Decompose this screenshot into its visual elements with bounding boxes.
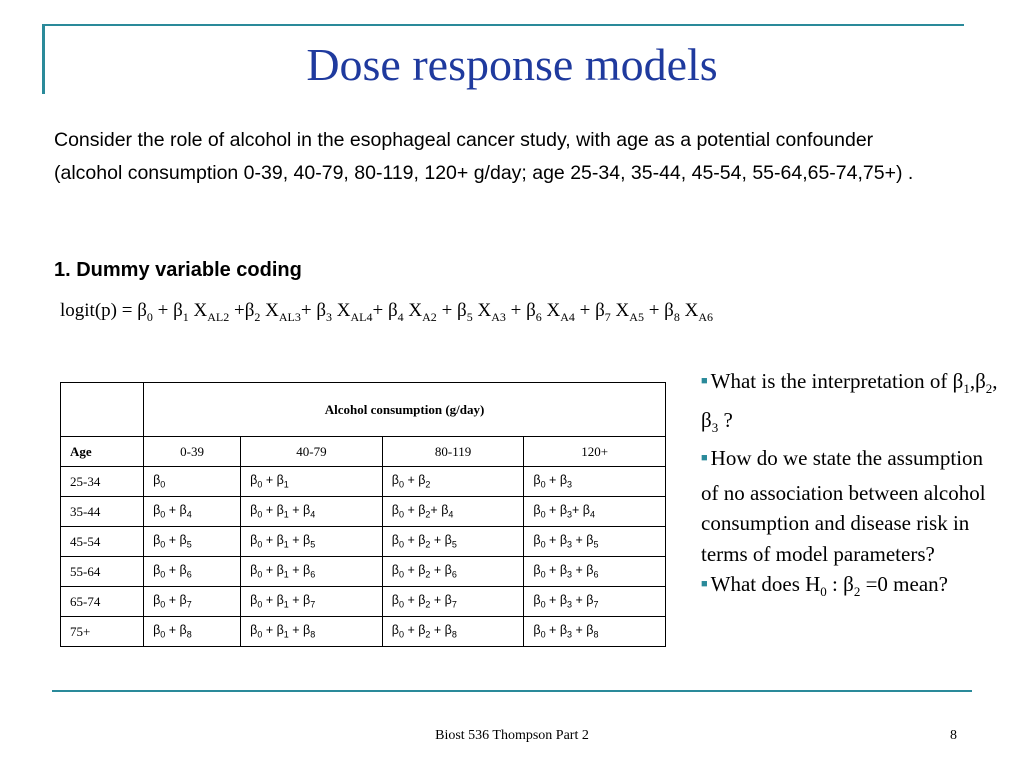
beta-text: β: [533, 473, 541, 488]
beta-text: β: [153, 563, 161, 578]
formula-term-subscript: AL2: [207, 309, 230, 324]
page-number: 8: [950, 728, 957, 743]
age-cell: 25-34: [61, 467, 144, 497]
top-divider-line: [42, 24, 964, 26]
beta-subscript: 0: [398, 479, 404, 490]
beta-text: β: [391, 563, 399, 578]
coefficient-cell: [382, 467, 524, 497]
coefficient-cell: [241, 497, 383, 527]
column-header: 40-79: [241, 437, 383, 467]
beta-subscript: 2: [425, 599, 431, 610]
section-heading: 1. Dummy variable coding: [54, 259, 302, 281]
beta-subscript: 6: [593, 569, 599, 580]
coefficient-cell: [241, 617, 383, 647]
beta-text: + β: [572, 533, 594, 548]
table-row: [61, 497, 666, 527]
coefficient-cell: [524, 527, 666, 557]
beta-subscript: 0: [540, 599, 546, 610]
question-item: [701, 443, 1001, 569]
beta-subscript: 5: [451, 539, 457, 550]
beta-text: + β: [403, 533, 426, 548]
beta-text: β: [250, 623, 258, 638]
beta-text: + β: [403, 593, 426, 608]
footer-text: Biost 536 Thompson Part 2: [435, 728, 589, 743]
coefficient-cell: [382, 527, 524, 557]
formula-term-text: + β: [372, 300, 398, 321]
beta-subscript: 4: [448, 509, 454, 520]
formula-term-text: X: [260, 300, 279, 321]
question-subscript: 2: [853, 584, 861, 600]
beta-text: + β: [545, 533, 568, 548]
beta-text: β: [533, 533, 541, 548]
formula-term-subscript: 2: [254, 309, 261, 324]
beta-text: + β: [262, 473, 284, 488]
beta-text: β: [391, 623, 399, 638]
slide-title: Dose response models: [306, 39, 718, 90]
beta-subscript: 8: [451, 629, 457, 640]
coefficient-cell: [524, 617, 666, 647]
formula-term-text: X: [332, 300, 351, 321]
beta-subscript: 1: [283, 539, 289, 550]
beta-text: + β: [262, 533, 284, 548]
question-subscript: 2: [985, 381, 993, 397]
beta-subscript: 0: [160, 629, 166, 640]
beta-subscript: 4: [590, 509, 596, 520]
age-cell: 35-44: [61, 497, 144, 527]
beta-subscript: 2: [425, 479, 431, 490]
beta-text: β: [533, 623, 541, 638]
beta-text: + β: [545, 593, 568, 608]
square-bullet-icon: ■: [701, 578, 708, 591]
group-header: Alcohol consumption (g/day): [144, 383, 666, 437]
square-bullet-icon: ■: [701, 375, 708, 387]
formula-term-text: + β: [152, 300, 183, 321]
beta-text: β: [153, 533, 161, 548]
beta-text: β: [250, 533, 258, 548]
beta-subscript: 0: [540, 539, 546, 550]
beta-text: + β: [572, 503, 590, 518]
beta-subscript: 1: [283, 509, 289, 520]
formula-term-text: X: [403, 300, 423, 321]
beta-text: + β: [165, 623, 187, 638]
beta-subscript: 0: [540, 629, 546, 640]
beta-text: β: [153, 623, 161, 638]
beta-text: + β: [572, 563, 594, 578]
beta-subscript: 3: [567, 599, 573, 610]
age-cell: 45-54: [61, 527, 144, 557]
coefficient-cell: [144, 557, 241, 587]
beta-subscript: 0: [398, 599, 404, 610]
question-subscript: 3: [711, 419, 719, 435]
coefficient-cell: [241, 527, 383, 557]
age-column-header: Age: [61, 437, 144, 467]
beta-subscript: 0: [257, 509, 263, 520]
beta-subscript: 2: [425, 629, 431, 640]
beta-text: β: [250, 563, 258, 578]
formula-rhs: [137, 300, 713, 324]
beta-subscript: 2: [425, 539, 431, 550]
beta-subscript: 1: [283, 479, 289, 490]
beta-subscript: 0: [257, 539, 263, 550]
beta-text: + β: [165, 563, 187, 578]
beta-text: + β: [403, 623, 426, 638]
column-header: 80-119: [382, 437, 524, 467]
formula-term-subscript: 8: [673, 309, 680, 324]
formula-term-subscript: 0: [146, 309, 153, 324]
beta-subscript: 3: [567, 629, 573, 640]
beta-subscript: 6: [451, 569, 457, 580]
beta-text: + β: [403, 503, 426, 518]
formula-term-subscript: 6: [535, 309, 542, 324]
beta-subscript: 0: [398, 539, 404, 550]
formula-lhs: logit(p) =: [60, 300, 138, 321]
beta-text: β: [533, 503, 541, 518]
formula-term-text: + β: [574, 300, 605, 321]
beta-subscript: 5: [186, 539, 192, 550]
coefficient-cell: [524, 587, 666, 617]
beta-subscript: 0: [398, 629, 404, 640]
beta-text: + β: [288, 533, 311, 548]
beta-text: + β: [572, 623, 594, 638]
formula-term-text: X: [472, 300, 492, 321]
question-text: =0 mean?: [860, 572, 948, 597]
beta-text: β: [153, 503, 161, 518]
age-cell: 75+: [61, 617, 144, 647]
corner-cell: [61, 383, 144, 437]
beta-subscript: 0: [160, 509, 166, 520]
question-text: ,β: [969, 369, 986, 393]
beta-text: β: [153, 593, 161, 608]
intro-paragraph: Consider the role of alcohol in the esophageal cancer study, with age as a potential confounder (alcohol consumption 0-39, 40-79, 80-119, 120+ g/day; age 25-34, 35-44, 45-54, 55-64,65-74,75+) .: [54, 129, 914, 184]
question-text: , β: [701, 369, 998, 432]
beta-text: β: [250, 503, 258, 518]
beta-subscript: 6: [186, 569, 192, 580]
formula-term-text: +β: [229, 300, 255, 321]
question-text: ?: [718, 407, 733, 432]
question-text: What is the interpretation of β: [710, 369, 964, 393]
beta-subscript: 0: [160, 599, 166, 610]
beta-text: + β: [545, 503, 568, 518]
beta-subscript: 5: [593, 539, 599, 550]
beta-text: + β: [262, 593, 284, 608]
beta-text: + β: [430, 563, 452, 578]
beta-text: β: [250, 593, 258, 608]
formula-term-subscript: A2: [422, 309, 437, 324]
beta-subscript: 8: [186, 629, 192, 640]
beta-subscript: 3: [567, 479, 573, 490]
question-list: [701, 366, 1001, 608]
beta-subscript: 4: [310, 509, 316, 520]
beta-subscript: 3: [567, 509, 573, 520]
beta-subscript: 7: [310, 599, 316, 610]
beta-text: + β: [572, 593, 594, 608]
beta-text: β: [533, 593, 541, 608]
coefficient-cell: [524, 497, 666, 527]
beta-subscript: 0: [257, 479, 263, 490]
beta-text: + β: [165, 503, 187, 518]
beta-subscript: 8: [310, 629, 316, 640]
question-item: [701, 366, 1001, 443]
coefficient-cell: [144, 467, 241, 497]
formula-term-text: X: [679, 300, 699, 321]
coefficient-cell: [382, 497, 524, 527]
beta-subscript: 1: [283, 629, 289, 640]
coefficient-cell: [241, 557, 383, 587]
table-row: [61, 557, 666, 587]
coefficient-cell: [382, 587, 524, 617]
formula-term-text: + β: [505, 300, 536, 321]
beta-text: β: [391, 503, 399, 518]
beta-subscript: 0: [540, 479, 546, 490]
beta-text: β: [250, 473, 258, 488]
beta-subscript: 0: [160, 479, 166, 490]
formula-term-text: X: [610, 300, 630, 321]
column-header: 0-39: [144, 437, 241, 467]
coefficient-cell: [382, 557, 524, 587]
beta-subscript: 2: [425, 569, 431, 580]
coefficient-cell: [241, 587, 383, 617]
question-item: [701, 569, 1001, 608]
formula-term-subscript: 5: [466, 309, 473, 324]
question-text: What does H: [710, 572, 821, 597]
question-subscript: 1: [963, 381, 970, 397]
beta-text: β: [153, 473, 161, 488]
formula-term-text: X: [541, 300, 561, 321]
beta-text: + β: [288, 503, 311, 518]
beta-text: + β: [430, 593, 452, 608]
beta-subscript: 3: [567, 569, 573, 580]
beta-subscript: 3: [567, 539, 573, 550]
beta-text: + β: [262, 503, 284, 518]
beta-subscript: 0: [398, 569, 404, 580]
age-cell: 55-64: [61, 557, 144, 587]
beta-subscript: 0: [540, 509, 546, 520]
coefficient-cell: [144, 587, 241, 617]
formula-term-subscript: AL3: [278, 309, 301, 324]
beta-subscript: 2: [425, 509, 431, 520]
beta-subscript: 7: [451, 599, 457, 610]
beta-text: β: [391, 473, 399, 488]
formula-term-subscript: AL4: [350, 309, 373, 324]
formula-term-subscript: A3: [491, 309, 506, 324]
bottom-divider-line: [52, 690, 972, 692]
beta-text: + β: [545, 623, 568, 638]
age-cell: 65-74: [61, 587, 144, 617]
beta-text: β: [391, 593, 399, 608]
beta-subscript: 0: [398, 509, 404, 520]
beta-subscript: 0: [540, 569, 546, 580]
question-text: : β: [826, 572, 854, 597]
beta-text: + β: [262, 563, 284, 578]
table-row: [61, 527, 666, 557]
question-text: How do we state the assumption of no association between alcohol consumption and disease risk in terms of model parameters?: [701, 446, 986, 566]
formula-term-subscript: A5: [629, 309, 644, 324]
beta-text: + β: [165, 593, 187, 608]
beta-subscript: 0: [257, 569, 263, 580]
beta-text: β: [533, 563, 541, 578]
beta-subscript: 8: [593, 629, 599, 640]
beta-subscript: 1: [283, 599, 289, 610]
question-subscript: 0: [820, 584, 827, 600]
beta-subscript: 0: [160, 539, 166, 550]
formula-term-subscript: 1: [182, 309, 189, 324]
beta-text: + β: [165, 533, 187, 548]
table-header-row: [61, 383, 666, 437]
formula-term-subscript: 7: [604, 309, 611, 324]
table-row: [61, 467, 666, 497]
formula-term-subscript: A4: [560, 309, 575, 324]
beta-subscript: 4: [186, 509, 192, 520]
formula-term-text: + β: [436, 300, 467, 321]
beta-subscript: 1: [283, 569, 289, 580]
beta-text: + β: [545, 473, 568, 488]
beta-text: + β: [403, 473, 426, 488]
beta-text: + β: [545, 563, 568, 578]
coefficient-cell: [144, 497, 241, 527]
table-row: [61, 587, 666, 617]
beta-subscript: 0: [257, 599, 263, 610]
beta-text: + β: [288, 623, 311, 638]
beta-text: + β: [403, 563, 426, 578]
coefficient-cell: [241, 467, 383, 497]
beta-text: + β: [262, 623, 284, 638]
beta-subscript: 0: [160, 569, 166, 580]
formula-term-text: X: [188, 300, 208, 321]
beta-subscript: 6: [310, 569, 316, 580]
coefficient-cell: [382, 617, 524, 647]
column-header-row: [61, 437, 666, 467]
coefficient-cell: [524, 467, 666, 497]
beta-subscript: 7: [186, 599, 192, 610]
square-bullet-icon: ■: [701, 452, 708, 465]
formula-term-subscript: A6: [698, 309, 713, 324]
coefficient-cell: [144, 617, 241, 647]
beta-text: β: [391, 533, 399, 548]
beta-text: + β: [430, 533, 452, 548]
column-header: 120+: [524, 437, 666, 467]
formula-term-text: β: [137, 300, 147, 321]
coefficient-table: [60, 382, 666, 647]
formula-term-subscript: 3: [326, 309, 333, 324]
logit-formula: [60, 300, 713, 325]
beta-text: + β: [288, 563, 311, 578]
beta-text: + β: [430, 503, 449, 518]
beta-subscript: 0: [257, 629, 263, 640]
beta-text: + β: [288, 593, 311, 608]
formula-term-text: + β: [643, 300, 674, 321]
formula-term-text: + β: [300, 300, 327, 321]
table-row: [61, 617, 666, 647]
coefficient-cell: [524, 557, 666, 587]
beta-subscript: 5: [310, 539, 316, 550]
beta-subscript: 7: [593, 599, 599, 610]
coefficient-cell: [144, 527, 241, 557]
beta-text: + β: [430, 623, 452, 638]
formula-term-subscript: 4: [397, 309, 404, 324]
